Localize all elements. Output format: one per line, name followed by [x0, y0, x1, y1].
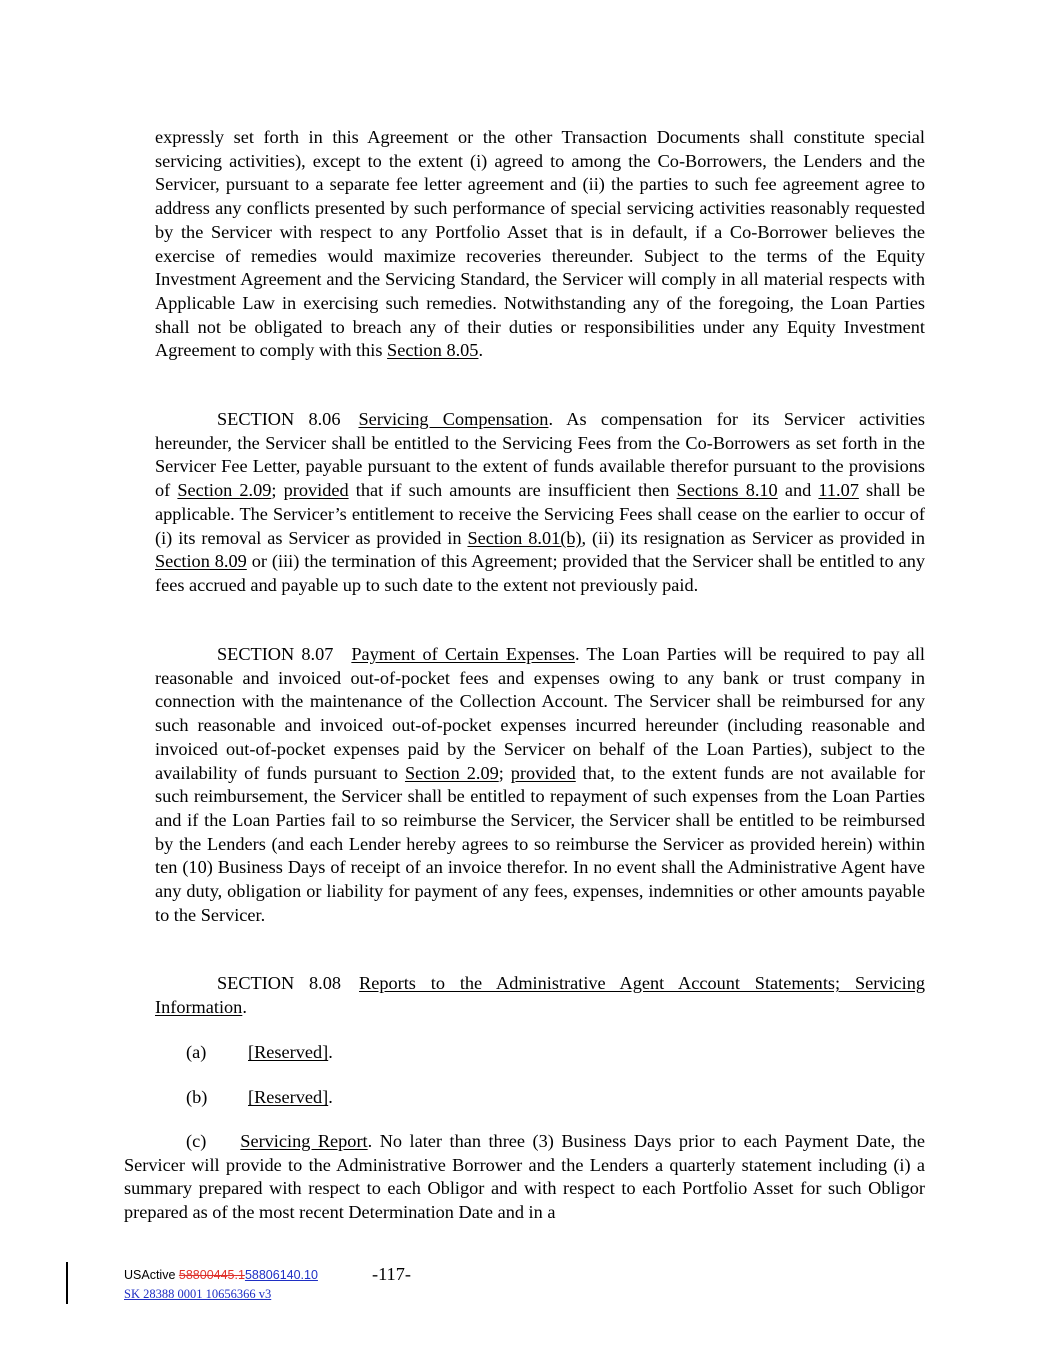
section-end: . [242, 996, 247, 1017]
section-text: and [777, 480, 819, 501]
paragraph-text: expressly set forth in this Agreement or the other Transaction Documents shall constitute special servicing activities), except to the extent (i) agreed to among the Co-Borrowers, the Lenders and the Servicer, pursuant to a separate fee letter agreement and (ii) the parties to such fee agreement agree to address any conflicts presented by such performance of special servicing activities reasonably requested by the Servicer with respect to any Portfolio Asset that is in default, if a Co-Borrower believes the exercise of remedies would maximize recoveries thereunder. Subject to the terms of the Equity Investment Agreement and the Servicing Standard, the Servicer will comply in all material respects with Applicable Law in exercising such remedies. Notwithstanding any of the foregoing, the Loan Parties shall not be obligated to breach any of their duties or responsibilities under any Equity Investment Agreement to comply with this [155, 127, 925, 361]
section-number: SECTION 8.08 [217, 973, 342, 993]
section-reference: 11.07 [818, 480, 859, 501]
section-number: SECTION 8.07 [217, 644, 334, 664]
footer-sk-id: SK 28388 0001 10656366 v3 [124, 1287, 272, 1301]
provided-term: provided [510, 762, 576, 783]
section-text: or (iii) the termination of this Agreement; provided that the Servicer shall be entitled to any fees accrued and payable up to such date to the extent not previously paid. [155, 551, 925, 595]
section-reference: Section 2.09 [177, 480, 272, 501]
section-8-06 [155, 408, 925, 598]
section-text: ; [498, 762, 511, 783]
section-title: Payment of Certain Expenses [351, 644, 575, 664]
item-text: [Reserved] [248, 1087, 329, 1107]
section-reference: Section 8.01(b) [467, 527, 582, 548]
item-label: (b) [186, 1087, 208, 1107]
section-reference: Section 2.09 [404, 762, 499, 783]
footer-document-id [124, 1268, 318, 1282]
page-number: -117- [372, 1264, 411, 1284]
item-end: . [328, 1087, 333, 1107]
section-text: shall be applicable. The Servicer’s entitlement to receive the Servicing Fees shall cease on the earlier to occur of (i) its removal as Servicer as provided in [155, 480, 925, 548]
section-text: that if such amounts are insufficient then [348, 480, 677, 501]
section-reference: Sections 8.10 [676, 480, 778, 501]
item-text: [Reserved] [248, 1042, 329, 1062]
paragraph-end: . [478, 340, 484, 361]
item-body [248, 1041, 333, 1065]
item-body [248, 1086, 333, 1110]
item-c [124, 1130, 925, 1225]
section-reference: Section 8.09 [155, 551, 247, 572]
item-label: (c) [186, 1131, 207, 1151]
inserted-doc-number: 58806140.10 [244, 1268, 318, 1282]
item-title: Servicing Report [240, 1131, 368, 1151]
section-8-07 [155, 643, 925, 927]
item-end: . [328, 1042, 333, 1062]
section-text: that, to the extent funds are not available for such reimbursement, the Servicer shall be entitled to repayment of such expenses from the Loan Parties and if the Loan Parties fail to so reimburse the Servicer, the Servicer shall be entitled to be reimbursed by the Lenders (and each Lender hereby agrees to so reimburse the Servicer as provided herein) within ten (10) Business Days of receipt of an invoice therefor. In no event shall the Administrative Agent have any duty, obligation or liability for payment of any fees, expenses, indemnities or other amounts payable to the Servicer. [155, 762, 925, 925]
section-number: SECTION 8.06 [217, 409, 341, 429]
section-title: Reports to the Administrative Agent Account Statements; Servicing Information [155, 973, 926, 1017]
section-text: ; [271, 480, 284, 501]
change-bar [66, 1262, 68, 1304]
section-text: , (ii) its resignation as Servicer as provided in [581, 527, 925, 548]
section-text: . The Loan Parties will be required to pay all reasonable and invoiced out-of-pocket fees and expenses owing to any bank or trust company in connection with the maintenance of the Collection Account. The Servicer shall be reimbursed for any such reasonable and invoiced out-of-pocket expenses incurred hereunder (including reasonable and invoiced out-of-pocket expenses paid by the Servicer on behalf of the Loan Parties), subject to the availability of funds pursuant to [155, 644, 925, 783]
footer-prefix: USActive [124, 1268, 179, 1282]
item-label: (a) [186, 1042, 207, 1062]
section-reference: Section 8.05 [387, 340, 479, 361]
section-text: . As compensation for its Servicer activities hereunder, the Servicer shall be entitled to the Servicing Fees from the Co-Borrowers as set forth in the Servicer Fee Letter, payable pursuant to the extent of funds available therefor pursuant to the provisions of [155, 409, 926, 501]
provided-term: provided [283, 480, 349, 501]
section-title: Servicing Compensation [358, 409, 549, 429]
section-8-08 [155, 972, 925, 1019]
item-text: . No later than three (3) Business Days prior to each Payment Date, the Servicer will provide to the Administrative Borrower and the Lenders a quarterly statement including (i) a summary prepared with respect to each Obligor and with respect to each Portfolio Asset for such Obligor prepared as of the most recent Determination Date and in a [124, 1131, 926, 1223]
deleted-doc-number: 58800445.1 [178, 1268, 245, 1282]
paragraph-continued [155, 126, 925, 363]
